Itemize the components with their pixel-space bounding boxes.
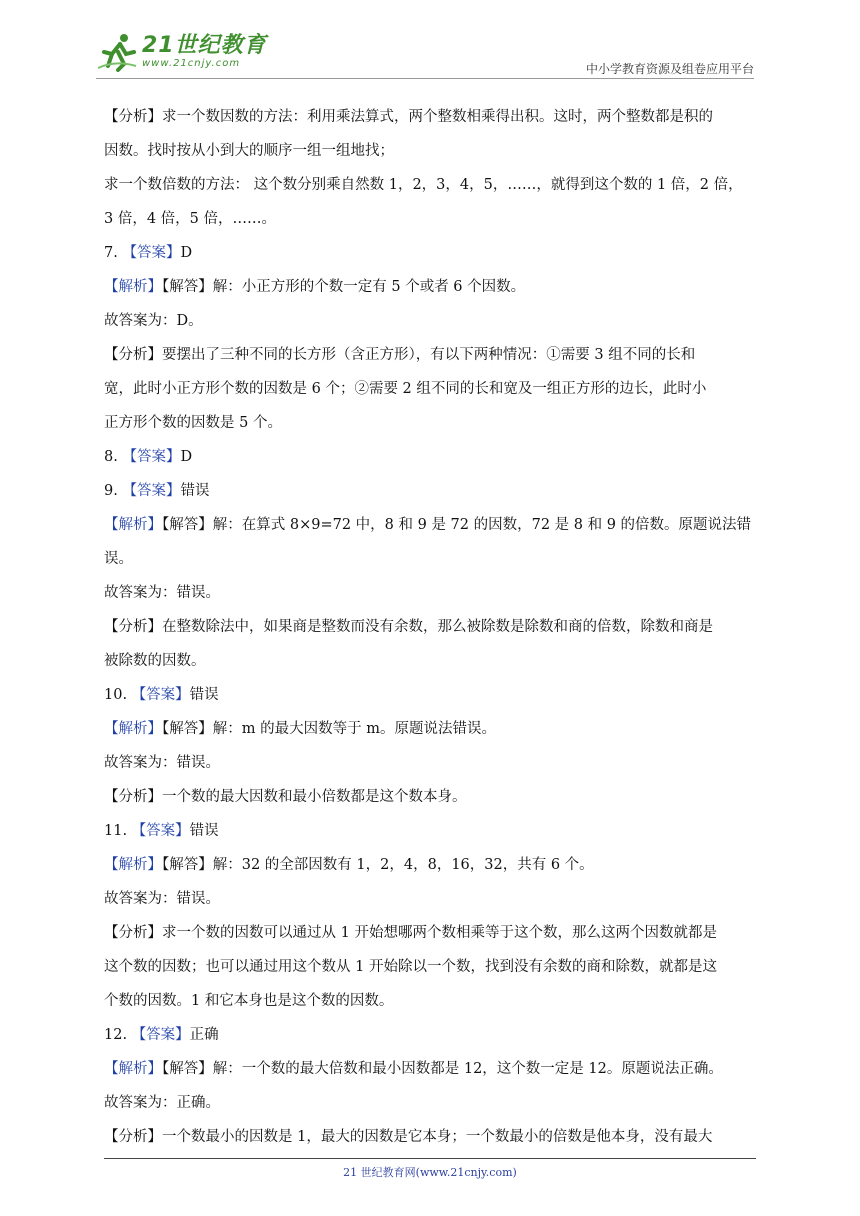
page-header — [96, 28, 754, 78]
line-text: D — [180, 245, 193, 261]
text-line — [104, 916, 764, 950]
text-line — [104, 202, 764, 236]
text-line — [104, 644, 764, 678]
logo-text — [142, 34, 267, 70]
logo-brand: 21世纪教育 — [142, 33, 267, 58]
text-line — [104, 474, 764, 508]
text-line — [104, 814, 764, 848]
text-line — [104, 678, 764, 712]
text-line — [104, 440, 764, 474]
line-text: 12. — [104, 1027, 132, 1043]
page-footer[interactable]: 21 世纪教育网(www.21cnjy.com) — [343, 1166, 517, 1179]
text-line — [104, 372, 764, 406]
line-text: 故答案为：错误。 — [104, 891, 220, 907]
line-text: 因数。找时按从小到大的顺序一组一组地找； — [104, 143, 394, 159]
text-line — [104, 1120, 764, 1154]
logo-url: www.21cnjy.com — [142, 58, 241, 69]
line-text: 正确 — [189, 1027, 219, 1043]
line-text: 故答案为：错误。 — [104, 755, 220, 771]
text-line — [104, 746, 764, 780]
label-tag: 【答案】 — [122, 483, 181, 499]
label-tag: 【解析】 — [104, 857, 162, 873]
line-text: 【分析】一个数最小的因数是 1，最大的因数是它本身；一个数最小的倍数是他本身，没有最大 — [104, 1129, 713, 1145]
label-tag: 【解析】 — [104, 1061, 162, 1077]
label-tag: 【答案】 — [122, 449, 181, 465]
text-line — [104, 984, 764, 1018]
label-tag: 【答案】 — [131, 823, 190, 839]
line-text: 这个数的因数；也可以通过用这个数从 1 开始除以一个数，找到没有余数的商和除数，就都是这 — [104, 959, 717, 975]
label-tag: 【答案】 — [122, 245, 181, 261]
platform-name: 中小学教育资源及组卷应用平台 — [585, 62, 754, 76]
line-text: 【解答】解：在算式 8×9=72 中，8 和 9 是 72 的因数，72 是 8 和 9 的倍数。原题说法错 — [162, 517, 752, 533]
header-divider — [96, 78, 754, 79]
text-line — [104, 950, 764, 984]
line-text: 【解答】解：m 的最大因数等于 m。原题说法错误。 — [162, 721, 496, 737]
line-text: 个数的因数。1 和它本身也是这个数的因数。 — [104, 993, 394, 1009]
document-body — [104, 100, 764, 1154]
line-text: 【分析】要摆出了三种不同的长方形（含正方形），有以下两种情况：①需要 3 组不同的长和 — [104, 347, 696, 363]
line-text: 11. — [104, 823, 132, 839]
line-text: 误。 — [104, 551, 133, 567]
text-line — [104, 338, 764, 372]
text-line — [104, 508, 764, 542]
line-text: 宽，此时小正方形个数的因数是 6 个；②需要 2 组不同的长和宽及一组正方形的边长，此时小 — [104, 381, 707, 397]
text-line — [104, 304, 764, 338]
line-text: 正方形个数的因数是 5 个。 — [104, 415, 282, 431]
line-text: 【分析】一个数的最大因数和最小倍数都是这个数本身。 — [104, 789, 467, 805]
site-logo[interactable] — [96, 32, 267, 72]
line-text: 【解答】解：小正方形的个数一定有 5 个或者 6 个因数。 — [162, 279, 526, 295]
line-text: 【分析】在整数除法中，如果商是整数而没有余数，那么被除数是除数和商的倍数，除数和商是 — [104, 619, 713, 635]
running-figure-logo-icon — [96, 32, 138, 72]
text-line — [104, 100, 764, 134]
line-text: 8. — [104, 449, 123, 465]
line-text: 错误 — [189, 823, 219, 839]
line-text: 故答案为：D。 — [104, 313, 203, 329]
line-text: 【解答】解：一个数的最大倍数和最小因数都是 12，这个数一定是 12。原题说法正确。 — [162, 1061, 723, 1077]
text-line — [104, 270, 764, 304]
text-line — [104, 236, 764, 270]
line-text: 9. — [104, 483, 123, 499]
text-line — [104, 882, 764, 916]
label-tag: 【答案】 — [131, 687, 190, 703]
label-tag: 【解析】 — [104, 517, 162, 533]
text-line — [104, 576, 764, 610]
line-text: 【分析】求一个数因数的方法：利用乘法算式，两个整数相乘得出积。这时，两个整数都是积的 — [104, 109, 713, 125]
text-line — [104, 168, 764, 202]
line-text: D — [180, 449, 193, 465]
text-line — [104, 1086, 764, 1120]
line-text: 错误 — [180, 483, 210, 499]
text-line — [104, 712, 764, 746]
text-line — [104, 1052, 764, 1086]
text-line — [104, 610, 764, 644]
line-text: 故答案为：错误。 — [104, 585, 220, 601]
line-text: 错误 — [189, 687, 219, 703]
text-line — [104, 406, 764, 440]
line-text: 【解答】解：32 的全部因数有 1，2，4，8，16，32，共有 6 个。 — [162, 857, 594, 873]
line-text: 被除数的因数。 — [104, 653, 206, 669]
text-line — [104, 542, 764, 576]
line-text: 故答案为：正确。 — [104, 1095, 220, 1111]
line-text: 3 倍，4 倍，5 倍，……。 — [104, 211, 277, 227]
label-tag: 【答案】 — [131, 1027, 190, 1043]
line-text: 7. — [104, 245, 123, 261]
line-text: 【分析】求一个数的因数可以通过从 1 开始想哪两个数相乘等于这个数，那么这两个因数就都是 — [104, 925, 717, 941]
text-line — [104, 1018, 764, 1052]
line-text: 求一个数倍数的方法： 这个数分别乘自然数 1，2，3，4，5，……，就得到这个数的 1 倍，2 倍， — [104, 177, 743, 193]
label-tag: 【解析】 — [104, 721, 162, 737]
text-line — [104, 848, 764, 882]
text-line — [104, 134, 764, 168]
footer-divider — [104, 1158, 756, 1159]
text-line — [104, 780, 764, 814]
line-text: 10. — [104, 687, 132, 703]
label-tag: 【解析】 — [104, 279, 162, 295]
